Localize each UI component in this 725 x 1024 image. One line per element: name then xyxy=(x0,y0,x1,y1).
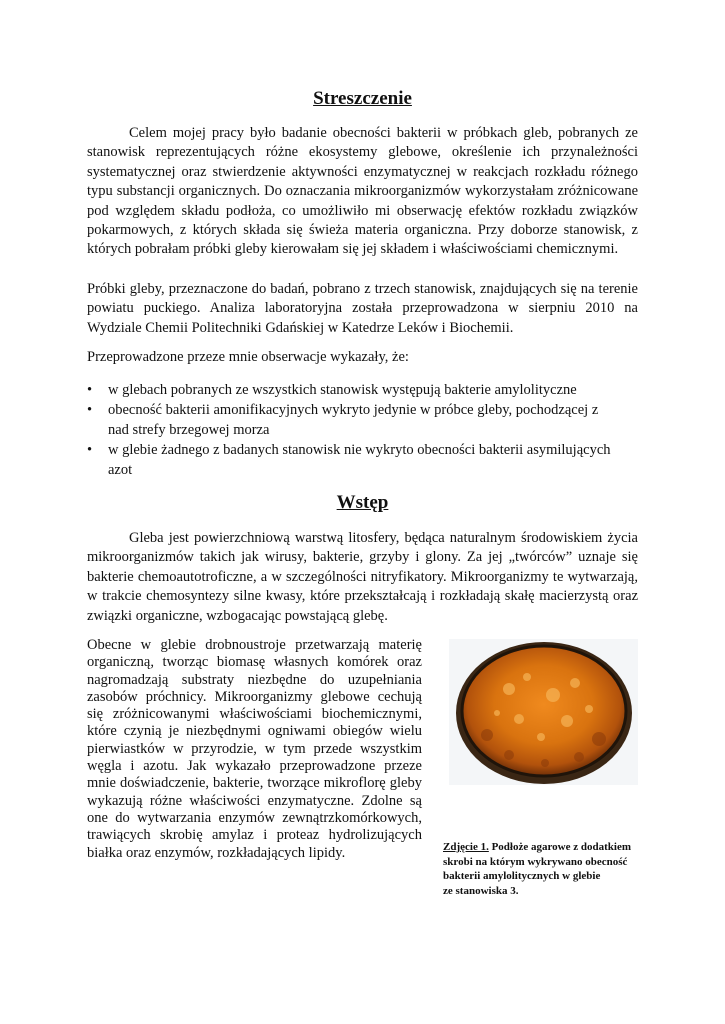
figure-caption xyxy=(443,840,658,898)
caption-label: Zdjęcie 1. xyxy=(443,841,489,853)
caption-line-4: ze stanowiska 3. xyxy=(443,884,519,897)
caption-line-3: bakterii amylolitycznych w glebie xyxy=(443,870,601,882)
introduction-paragraph-1: Gleba jest powierzchniową warstwą litosfery, będąca naturalnym środowiskiem życia mikroorganizmów takich jak wirusy, bakterie, grzyby i glony. Za jej „twórców” uznaje się bakterie chemoautotroficzne, a w szczególności nitryfikatory. Mikroorganizmy te wytwarzają, w trakcie chemosyntezy silne kwasy, które przekształcają i rozkładają skałę macierzystą oraz związki organiczne, wzbogacając powstającą glebę. xyxy=(87,530,638,624)
introduction-paragraph-2: Obecne w glebie drobnoustroje przetwarzają materię organiczną, tworząc biomasę własnych komórek oraz nagromadzają substraty niezbędne do uzupełniania zasobów próchnicy. Mikroorganizmy glebowe cechują się zróżnicowanymi właściwościami biochemicznymi, które czynią je niezbędnymi ogniwami obiegów wielu pierwiastków w przyrodzie, w tym przede wszystkim węgla i azotu. Jak wykazało przeprowadzone przeze mnie doświadczenie, bakterie, tworzące mikroflorę gleby wykazują różne właściwości enzymatyczne. Zdolne są one do wytwarzania enzymów zewnątrzkomórkowych, trawiących skrobię amylaz i proteaz hydrolizujących białka oraz enzymów, rozkładających lipidy. xyxy=(87,637,422,861)
caption-line-1: Podłoże agarowe z dodatkiem xyxy=(488,841,631,853)
summary-paragraph-1: Celem mojej pracy było badanie obecności bakterii w próbkach gleb, pobranych ze stanowisk reprezentujących różne ekosystemy glebowe, określenie ich przynależności systematycznej oraz stwierdzenie aktywności enzymatycznej w reakcjach rozkładu różnego typu substancji organicznych. Do oznaczania mikroorganizmów wykorzystałam zróżnicowane pod względem składu podłoża, co umożliwiło mi obserwację efektów rozkładu związków pokarmowych, z których składa się świeża materia organiczna. Przy doborze stanowisk, z których pobrałam próbki gleby kierowałam się jej składem i właściwościami chemicznymi. xyxy=(87,125,638,258)
list-item-text: w glebach pobranych ze wszystkich stanowisk występują bakterie amylolityczne xyxy=(108,382,577,398)
bullet-icon: • xyxy=(87,382,93,398)
bullet-icon: • xyxy=(87,402,93,419)
observations-list xyxy=(87,381,638,481)
bullet-icon: • xyxy=(87,442,93,459)
list-item xyxy=(87,441,638,480)
list-item-text: w glebie żadnego z badanych stanowisk nie wykryto obecności bakterii asymilujących azot xyxy=(108,442,611,478)
list-item xyxy=(87,381,638,400)
petri-dish-image xyxy=(449,639,638,785)
petri-dish-photo xyxy=(449,639,638,785)
caption-line-2: skrobi na którym wykrywano obecność xyxy=(443,855,628,868)
list-item-text: obecność bakterii amonifikacyjnych wykryto jedynie w próbce gleby, pochodzącej z nad strefy brzegowej morza xyxy=(108,402,599,438)
list-item xyxy=(87,401,638,440)
introduction-heading: Wstęp xyxy=(336,492,389,513)
summary-heading: Streszczenie xyxy=(313,88,412,109)
observations-intro: Przeprowadzone przeze mnie obserwacje wykazały, że: xyxy=(87,349,409,365)
summary-paragraph-2: Próbki gleby, przeznaczone do badań, pobrano z trzech stanowisk, znajdujących się na terenie powiatu puckiego. Analiza laboratoryjna została przeprowadzona w sierpniu 2010 na Wydziale Chemii Politechniki Gdańskiej w Katedrze Leków i Biochemii. xyxy=(87,281,638,336)
